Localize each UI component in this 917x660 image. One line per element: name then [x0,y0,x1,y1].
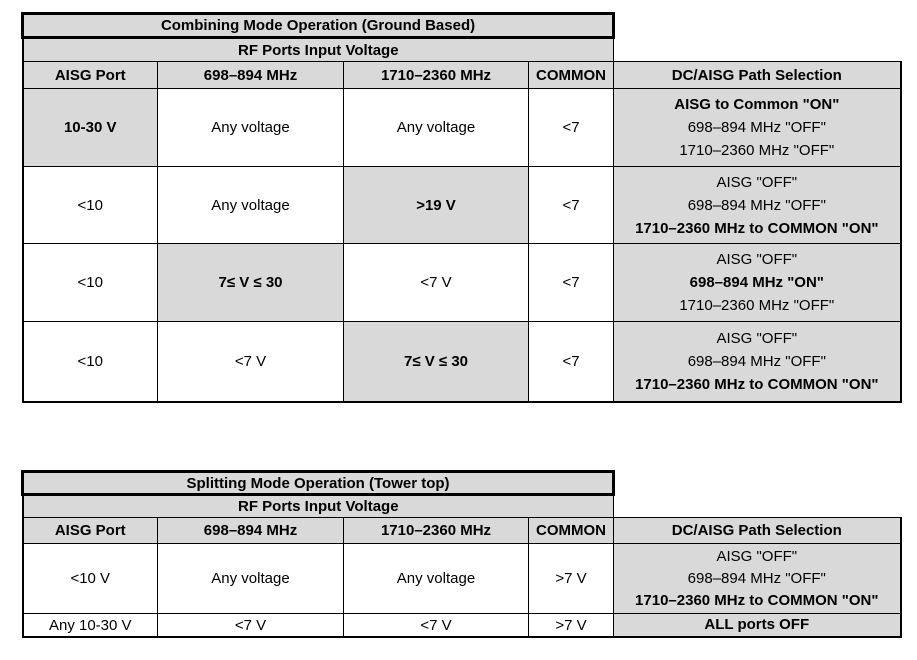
path-line: 1710–2360 MHz to COMMON "ON" [635,219,879,237]
table-row [23,544,901,614]
spacer-cell [614,14,901,38]
column-header-aisg-port: AISG Port [23,62,158,89]
table-row [23,614,901,638]
cell-common: <7 [529,167,614,244]
path-line: AISG "OFF" [716,173,798,191]
table-row [23,244,901,322]
cell-common: <7 [529,89,614,167]
table-subtitle: RF Ports Input Voltage [23,495,614,518]
column-header-698-894: 698–894 MHz [158,62,344,89]
cell-698-894: <7 V [158,322,344,402]
cell-1710-2360: Any voltage [344,89,529,167]
column-header-row [23,518,901,544]
path-line: 698–894 MHz "OFF" [687,352,826,370]
path-line: 1710–2360 MHz "OFF" [679,142,835,159]
path-line: 1710–2360 MHz "OFF" [679,297,835,314]
path-line: AISG "OFF" [716,547,798,565]
cell-common: <7 [529,322,614,402]
column-header-path-selection: DC/AISG Path Selection [614,62,901,89]
column-header-1710-2360: 1710–2360 MHz [344,62,529,89]
path-line: ALL ports OFF [704,616,810,633]
cell-common: <7 [529,244,614,322]
spacer-cell [614,495,901,518]
column-header-path-selection: DC/AISG Path Selection [614,518,901,544]
cell-path-selection [614,89,901,167]
path-line: 698–894 MHz "ON" [689,274,824,291]
path-line: 1710–2360 MHz to COMMON "ON" [635,375,879,393]
path-line: 698–894 MHz "OFF" [687,119,826,136]
cell-path-selection [614,322,901,402]
path-line: 1710–2360 MHz to COMMON "ON" [635,591,879,609]
cell-1710-2360: 7≤ V ≤ 30 [344,322,529,402]
column-header-common: COMMON [529,62,614,89]
cell-path-selection [614,544,901,614]
cell-aisg-port: Any 10-30 V [23,614,158,638]
cell-path-selection [614,244,901,322]
cell-common: >7 V [529,544,614,614]
table-subtitle-row [23,38,901,62]
table-row [23,89,901,167]
cell-aisg-port: <10 [23,244,158,322]
combining-mode-table [21,12,902,403]
table-title: Splitting Mode Operation (Tower top) [23,472,614,495]
spacer-cell [614,472,901,495]
spacer-cell [614,38,901,62]
column-header-common: COMMON [529,518,614,544]
cell-1710-2360: <7 V [344,614,529,638]
cell-698-894: <7 V [158,614,344,638]
cell-698-894: 7≤ V ≤ 30 [158,244,344,322]
table-title-row [23,472,901,495]
path-line: AISG "OFF" [716,329,798,347]
path-line: 698–894 MHz "OFF" [687,196,826,214]
cell-1710-2360: <7 V [344,244,529,322]
cell-path-selection [614,167,901,244]
cell-common: >7 V [529,614,614,638]
cell-aisg-port: 10-30 V [23,89,158,167]
cell-1710-2360: >19 V [344,167,529,244]
path-line: AISG to Common "ON" [674,96,840,113]
cell-698-894: Any voltage [158,89,344,167]
cell-698-894: Any voltage [158,167,344,244]
column-header-698-894: 698–894 MHz [158,518,344,544]
splitting-mode-table [21,470,902,638]
table-title: Combining Mode Operation (Ground Based) [23,14,614,38]
column-header-1710-2360: 1710–2360 MHz [344,518,529,544]
column-header-row [23,62,901,89]
cell-aisg-port: <10 V [23,544,158,614]
cell-aisg-port: <10 [23,322,158,402]
cell-698-894: Any voltage [158,544,344,614]
table-row [23,167,901,244]
cell-aisg-port: <10 [23,167,158,244]
table-subtitle: RF Ports Input Voltage [23,38,614,62]
table-title-row [23,14,901,38]
table-row [23,322,901,402]
path-line: AISG "OFF" [716,251,798,268]
path-line: 698–894 MHz "OFF" [687,569,826,587]
cell-path-selection [614,614,901,638]
cell-1710-2360: Any voltage [344,544,529,614]
column-header-aisg-port: AISG Port [23,518,158,544]
table-subtitle-row [23,495,901,518]
